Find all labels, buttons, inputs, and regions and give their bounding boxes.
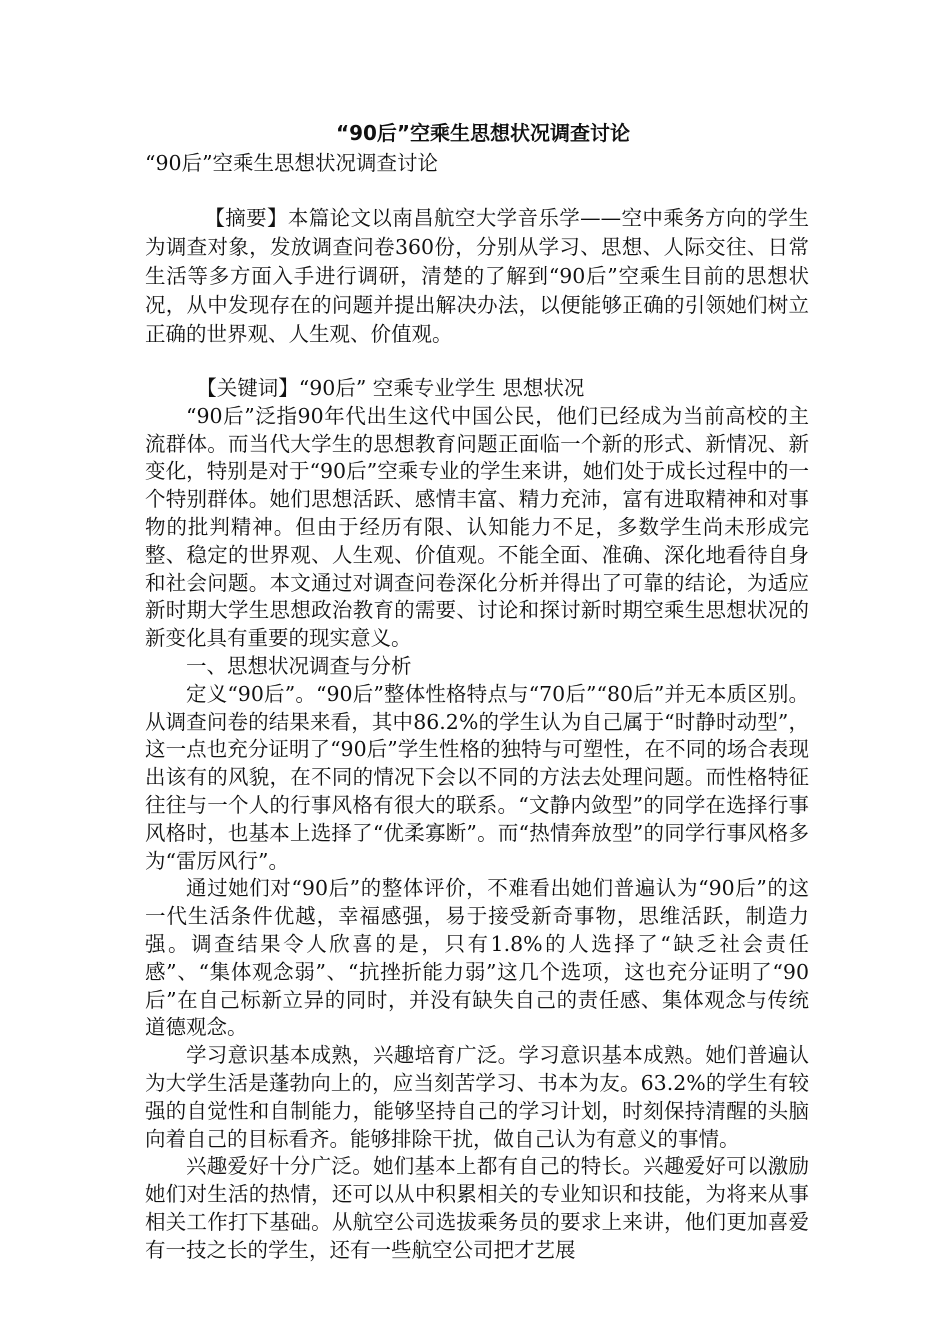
- body-paragraph: “90后”泛指90年代出生这代中国公民，他们已经成为当前高校的主流群体。而当代大学生的思想教育问题正面临一个新的形式、新情况、新变化，特别是对于“90后”空乘专业的学生来讲，她们处于成长过程中的一个特别群体。她们思想活跃、感情丰富、精力充沛，富有进取精神和对事物的批判精神。但由于经历有限、认知能力不足，多数学生尚未形成完整、稳定的世界观、人生观、价值观。不能全面、准确、深化地看待自身和社会问题。本文通过对调查问卷深化分析并得出了可靠的结论，为适应新时期大学生思想政治教育的需要、讨论和探讨新时期空乘生思想状况的新变化具有重要的现实意义。: [145, 403, 809, 651]
- body-paragraph: 定义“90后”。“90后”整体性格特点与“70后”“80后”并无本质区别。从调查问卷的结果来看，其中86.2%的学生认为自己属于“时静时动型”，这一点也充分证明了“90后”学生性格的独特与可塑性，在不同的场合表现出该有的风貌，在不同的情况下会以不同的方法去处理问题。而性格特征往往与一个人的行事风格有很大的联系。“文静内敛型”的同学在选择行事风格时，也基本上选择了“优柔寡断”。而“热情奔放型”的同学行事风格多为“雷厉风行”。: [145, 681, 809, 873]
- body-paragraph: 学习意识基本成熟，兴趣培育广泛。学习意识基本成熟。她们普遍认为大学生活是蓬勃向上的，应当刻苦学习、书本为友。63.2%的学生有较强的自觉性和自制能力，能够坚持自己的学习计划，时刻保持清醒的头脑向着自己的目标看齐。能够排除干扰，做自己认为有意义的事情。: [145, 1043, 809, 1151]
- document-page: [145, 118, 809, 1265]
- body-paragraph: 通过她们对“90后”的整体评价，不难看出她们普遍认为“90后”的这一代生活条件优越，幸福感强，易于接受新奇事物，思维活跃，制造力强。调查结果令人欣喜的是，只有1.8%的人选择了“缺乏社会责任感”、“集体观念弱”、“抗挫折能力弱”这几个选项，这也充分证明了“90后”在自己标新立异的同时，并没有缺失自己的责任感、集体观念与传统道德观念。: [145, 876, 809, 1040]
- document-title: “90后”空乘生思想状况调查讨论: [335, 121, 631, 145]
- body-paragraph: 兴趣爱好十分广泛。她们基本上都有自己的特长。兴趣爱好可以激励她们对生活的热情，还可以从中积累相关的专业知识和技能，为将来从事相关工作打下基础。从航空公司选拔乘务员的要求上来讲，他们更加喜爱有一技之长的学生，还有一些航空公司把才艺展: [145, 1154, 809, 1262]
- keywords-line: 【关键词】“90后” 空乘专业学生 思想状况: [196, 376, 585, 400]
- section-gap: [145, 349, 809, 375]
- abstract-paragraph: 【摘要】本篇论文以南昌航空大学音乐学——空中乘务方向的学生为调查对象，发放调查问卷360份，分别从学习、思想、人际交往、日常生活等多方面入手进行调研，清楚的了解到“90后”空乘生目前的思想状况，从中发现存在的问题并提出解决办法，以便能够正确的引领她们树立正确的世界观、人生观、价值观。: [145, 206, 809, 346]
- section-heading: 一、思想状况调查与分析: [186, 653, 412, 678]
- document-subtitle: “90后”空乘生思想状况调查讨论: [145, 151, 439, 175]
